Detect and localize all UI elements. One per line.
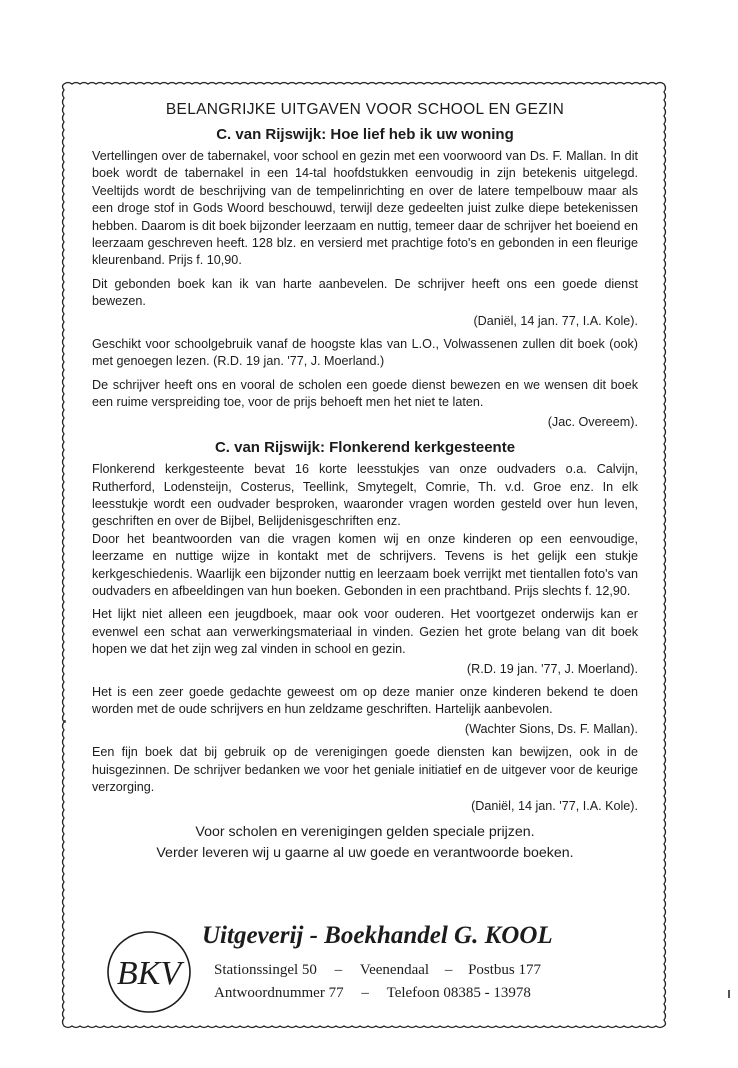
book1-title: C. van Rijswijk: Hoe lief heb ik uw woning [216,126,514,143]
review-text: Dit gebonden boek kan ik van harte aanbevelen. De schrijver heeft ons een goede dienst bewezen. [92,276,638,309]
review-text: Een fijn boek dat bij gebruik op de verenigingen goede diensten kan bewijzen, ook in de huisgezinnen. De schrijver bedanken we voor het geniale initiatief en de uitgever voor de keurige verzorging. [92,745,638,794]
book1-review-2 [92,336,638,371]
street-address: Stationssingel 50 [214,962,317,978]
review-source: (R.D. 19 jan. '77, J. Moerland). [466,661,638,676]
separator: – [361,985,369,1001]
speck [63,720,66,723]
book1-review-1 [92,276,638,330]
book2-review-1 [92,606,638,678]
separator: – [444,962,453,978]
page-heading: BELANGRIJKE UITGAVEN VOOR SCHOOL EN GEZIN [165,101,565,118]
review-text: Het is een zeer goede gedachte geweest om op deze manier onze kinderen bekend te doen worden met de oude schrijvers en hun zeldzame geschriften. Hartelijk aanbevolen. [92,684,638,717]
book1-review-3 [92,377,638,431]
publisher-name: Uitgeverij - Boekhandel G. KOOL [202,922,553,949]
promo-line-2: Verder leveren wij u gaarne al uw goede en verantwoorde boeken. [156,844,574,861]
review-text: Het lijkt niet alleen een jeugdboek, maar ook voor ouderen. Het voortgezet onderwijs kan er evenwel een schat aan verwerkingsmateriaal in vinden. Gezien het grote belang van dit boek hopen we dat het zijn weg zal vinden in school en gezin. [92,607,638,657]
book2-description-2: Door het beantwoorden van die vragen komen wij en onze kinderen op een eenvoudige, leerzame en nuttige wijze in kontakt met de schrijvers. Tevens is het gelijk een stukje kerkgeschiedenis. Waarlijk een bijzonder nuttig en leerzaam boek verrijkt met tientallen foto's van oudvaders en afbeeldingen van hun boeken. Gebonden in een prachtband. Prijs slechts f. 12,90. [92,531,638,598]
bkv-logo-icon [104,928,194,1016]
book1-description: Vertellingen over de tabernakel, voor school en gezin met een voorwoord van Ds. F. Mallan. In dit boek wordt de tabernakel in een 14-tal hoofdstukken eenvoudig in zijn betekenis uitgelegd. Veeltijds wordt de beschrijving van de tempelinrichting en over de latere tempelbouw maar als een droge stof in Gods Woord beschouwd, terwijl deze gedeelten juist zulke diepe betekenissen hebben. Daarom is dit boek bijzonder leerzaam en nuttig, temeer daar de schrijver het boeiend en leerzaam geschreven heeft. 128 blz. en versierd met prachtige foto's en gebonden in een fleurige kleurenband. Prijs f. 10,90. [92,149,638,268]
advertisement-content [92,100,638,863]
publisher-footer [104,922,634,1012]
book2-description-1: Flonkerend kerkgesteente bevat 16 korte leesstukjes van onze oudvaders o.a. Calvijn, Rutherford, Lodensteijn, Costerus, Teellink, Smytegelt, Comrie, Th. v.d. Groe enz. In elk leesstukje wordt een oudvader besproken, waaronder vragen worden gesteld over hun leven, geschriften en over de Bijbel, Belijdenisgeschriften enz. [92,462,638,529]
antwoordnummer: Antwoordnummer 77 [214,985,344,1001]
review-source: (Daniël, 14 jan. 77, I.A. Kole). [473,313,638,328]
book2-review-2 [92,684,638,738]
address-line-2 [214,985,531,1002]
city: Veenendaal [359,962,430,978]
review-source: (Daniël, 14 jan. '77, I.A. Kole). [471,799,638,814]
promo-line-1: Voor scholen en verenigingen gelden speciale prijzen. [195,823,535,840]
book2-review-3 [92,744,638,816]
review-text: De schrijver heeft ons en vooral de scholen een goede dienst bewezen en we wensen dit boek een ruime verspreiding toe, voor de prijs behoeft men het niet te laten. [92,377,638,410]
postbus: Postbus 177 [468,962,541,978]
telephone: Telefoon 08385 - 13978 [386,985,531,1001]
review-source: (Wachter Sions, Ds. F. Mallan). [464,721,638,736]
review-text: Geschikt voor schoolgebruik vanaf de hoogste klas van L.O., Volwassenen zullen dit boek (ook) met genoegen lezen. (R.D. 19 jan. '77, J. Moerland.) [92,337,638,369]
review-source: (Jac. Overeem). [547,414,638,429]
book2-title: C. van Rijswijk: Flonkerend kerkgesteente [214,439,516,457]
address-line-1 [214,962,541,979]
logo-monogram: BKV [116,955,182,992]
speck [728,990,730,998]
separator: – [334,962,343,978]
